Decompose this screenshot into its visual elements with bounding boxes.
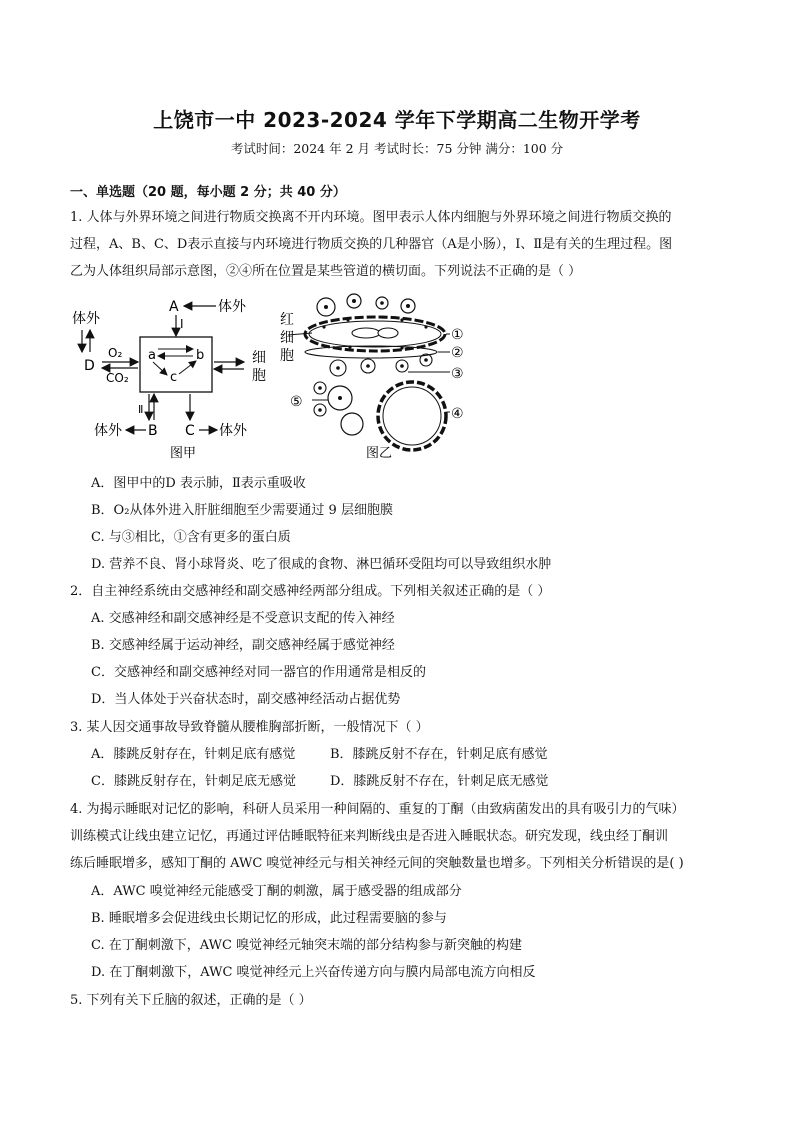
fig-yi-label-2: ② xyxy=(451,345,464,361)
fig-jia-label-process-ii: Ⅱ xyxy=(138,403,144,416)
q1-stem-line-2: 过程，A、B、C、D表示直接与内环境进行物质交换的几种器官（A是小肠），I、Ⅱ是有关的生理过程。图 xyxy=(70,237,673,252)
rbc-nucleus xyxy=(352,299,356,303)
q4-option-d: D. 在丁酮刺激下，AWC 嗅觉神经元上兴奋传递方向与膜内局部电流方向相反 xyxy=(91,965,536,980)
tissue-cell xyxy=(341,413,363,435)
q4-option-a: A．AWC 嗅觉神经元能感受丁酮的刺激，属于感受器的组成部分 xyxy=(91,884,462,899)
rbc-nucleus xyxy=(324,305,328,309)
q4-stem-line-2: 训练模式让线虫建立记忆，再通过评估睡眠特征来判断线虫是否进入睡眠状态。研究发现，线虫经丁酮训 xyxy=(70,829,669,844)
fig-yi-label-1: ① xyxy=(451,327,464,343)
exam-info: 考试时间：2024 年 2 月 考试时长：75 分钟 满分：100 分 xyxy=(230,141,564,156)
fig-jia-label-b: b xyxy=(196,348,205,363)
q4-option-c: C. 在丁酮刺激下，AWC 嗅觉神经元轴突末端的部分结构参与新突触的构建 xyxy=(91,938,523,953)
fig-jia-label-a-organ: A xyxy=(169,299,179,315)
wall-nucleus xyxy=(424,325,427,328)
arrow-a-to-c xyxy=(153,362,167,375)
fig-jia-label-c-organ: C xyxy=(185,423,195,439)
q1-option-c: C. 与③相比，①含有更多的蛋白质 xyxy=(91,530,291,545)
page-title: 上饶市一中 2023-2024 学年下学期高二生物开学考 xyxy=(153,108,641,132)
q1-stem-line-3: 乙为人体组织局部示意图，②④所在位置是某些管道的横切面。下列说法不正确的是（ ） xyxy=(70,264,582,279)
q2-option-d: D．当人体处于兴奋状态时，副交感神经活动占据优势 xyxy=(91,692,401,707)
wall-nucleus xyxy=(400,318,403,321)
arrow-c-to-b xyxy=(179,361,196,374)
tissue-nucleus xyxy=(424,358,428,362)
q2-option-b: B. 交感神经属于运动神经，副交感神经属于感觉神经 xyxy=(91,638,395,653)
tissue-nucleus xyxy=(400,364,404,368)
fig-jia-label-outside-a: 体外 xyxy=(218,299,246,315)
q2-option-a: A. 交感神经和副交感神经是不受意识支配的传入神经 xyxy=(91,611,395,626)
q1-option-b: B．O₂从体外进入肝脏细胞至少需要通过 9 层细胞膜 xyxy=(91,503,393,518)
fig-yi-label-rbc-1: 红 xyxy=(280,312,294,328)
fig-jia-label-cell-1: 细 xyxy=(252,350,266,366)
q3-stem: 3. 某人因交通事故导致脊髓从腰椎胸部折断，一般情况下（ ） xyxy=(70,720,429,735)
wall-nucleus xyxy=(322,325,325,328)
fig-jia-label-co2: CO₂ xyxy=(106,371,129,385)
fig-jia-caption: 图甲 xyxy=(170,446,197,461)
rbc-in-capillary xyxy=(378,328,398,338)
q4-stem-line-3: 练后睡眠增多，感知丁酮的 AWC 嗅觉神经元与相关神经元间的突触数量也增多。下列相关分析错误的是( ) xyxy=(70,856,684,871)
fig-jia-label-o2: O₂ xyxy=(108,346,123,360)
fig-yi-label-5: ⑤ xyxy=(290,394,303,410)
fig-jia-label-d-organ: D xyxy=(84,358,95,374)
q1-stem-line-1: 1. 人体与外界环境之间进行物质交换离不开内环境。图甲表示人体内细胞与外界环境之间进行物质交换的 xyxy=(70,210,672,225)
fig-jia-label-outside-d: 体外 xyxy=(72,311,100,327)
rbc-in-capillary xyxy=(352,328,380,338)
wall-nucleus xyxy=(346,318,349,321)
fig-jia-label-c: c xyxy=(170,370,178,385)
fig-jia-label-outside-b: 体外 xyxy=(94,423,122,439)
fig-yi-label-4: ④ xyxy=(451,406,464,422)
q1-option-d: D. 营养不良、肾小球肾炎、吃了很咸的食物、淋巴循环受阻均可以导致组织水肿 xyxy=(91,557,552,572)
q4-stem-line-1: 4. 为揭示睡眠对记忆的影响，科研人员采用一种间隔的、重复的丁酮（由致病菌发出的具有吸引力的气味） xyxy=(70,802,685,817)
rbc-nucleus xyxy=(406,304,410,308)
vessel-lumen xyxy=(383,387,441,445)
figure-yi xyxy=(280,294,464,461)
fig-yi-label-3: ③ xyxy=(451,366,464,382)
tissue-nucleus xyxy=(318,408,322,412)
q3-option-d: D．膝跳反射不存在，针刺足底无感觉 xyxy=(330,774,549,789)
q2-option-c: C．交感神经和副交感神经对同一器官的作用通常是相反的 xyxy=(91,665,426,680)
fig-jia-label-outside-c: 体外 xyxy=(219,423,247,439)
q3-option-c: C．膝跳反射存在，针刺足底无感觉 xyxy=(91,774,296,789)
q1-option-a: A．图甲中的D 表示肺，Ⅱ表示重吸收 xyxy=(91,476,306,491)
tissue-nucleus xyxy=(366,364,370,368)
fig-yi-caption: 图乙 xyxy=(366,446,393,461)
rbc-nucleus xyxy=(380,301,384,305)
q1-figures xyxy=(66,290,486,465)
fig-yi-label-rbc-2: 细 xyxy=(280,330,294,346)
q4-option-b: B. 睡眠增多会促进线虫长期记忆的形成，此过程需要脑的参与 xyxy=(91,911,447,926)
fig-jia-label-b-organ: B xyxy=(148,423,158,439)
tissue-nucleus xyxy=(336,366,340,370)
tissue-nucleus xyxy=(338,396,342,400)
vessel-wall xyxy=(378,382,446,450)
fig-jia-label-cell-2: 胞 xyxy=(252,368,266,384)
tissue-nucleus xyxy=(318,386,322,390)
q5-stem: 5. 下列有关下丘脑的叙述，正确的是（ ） xyxy=(70,993,312,1008)
section-heading: 一、单选题（20 题，每小题 2 分；共 40 分） xyxy=(70,185,346,200)
q3-option-a: A．膝跳反射存在，针刺足底有感觉 xyxy=(91,747,296,762)
q3-option-b: B．膝跳反射不存在，针刺足底有感觉 xyxy=(330,747,548,762)
figure-jia xyxy=(72,298,266,461)
q2-stem: 2．自主神经系统由交感神经和副交感神经两部分组成。下列相关叙述正确的是（ ） xyxy=(70,584,551,599)
fig-yi-label-rbc-3: 胞 xyxy=(280,348,294,364)
fig-jia-label-a: a xyxy=(148,348,156,363)
fig-jia-label-process-i: I xyxy=(180,317,184,331)
